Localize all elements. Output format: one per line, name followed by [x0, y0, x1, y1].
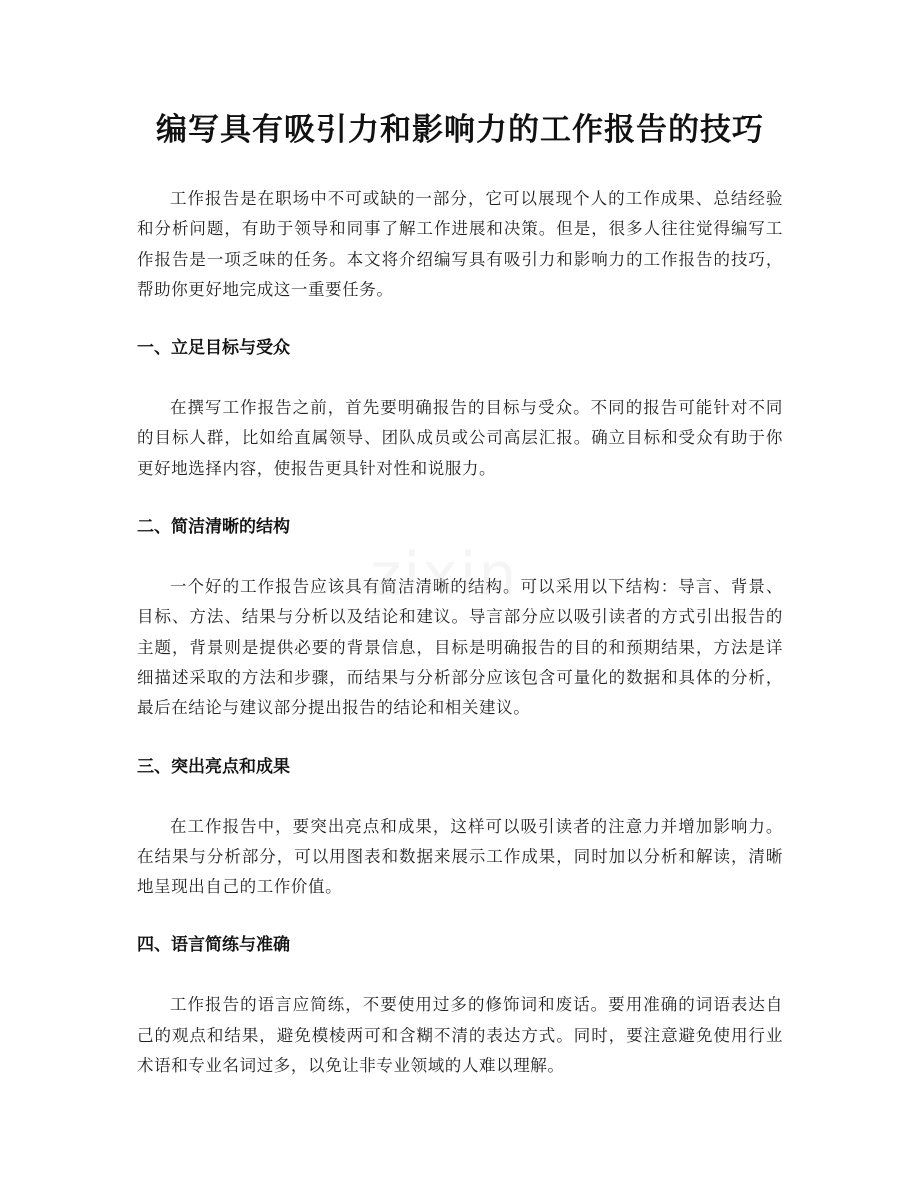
- section-body-3: 在工作报告中，要突出亮点和成果，这样可以吸引读者的注意力并增加影响力。在结果与分析部分，可以用图表和数据来展示工作成果，同时加以分析和解读，清晰地呈现出自己的工作价值。: [137, 816, 783, 897]
- section-heading-4: 四、语言简练与准确: [137, 935, 290, 956]
- watermark: zixin: [370, 540, 519, 610]
- section-heading-1: 一、立足目标与受众: [137, 338, 290, 359]
- document-title: 编写具有吸引力和影响力的工作报告的技巧: [156, 112, 764, 148]
- section-body-4: 工作报告的语言应简练，不要使用过多的修饰词和废话。要用准确的词语表达自己的观点和结果，避免模棱两可和含糊不清的表达方式。同时，要注意避免使用行业术语和专业名词过多，以免让非专业领域的人难以理解。: [137, 995, 783, 1076]
- section-body-1: 在撰写工作报告之前，首先要明确报告的目标与受众。不同的报告可能针对不同的目标人群，比如给直属领导、团队成员或公司高层汇报。确立目标和受众有助于你更好地选择内容，使报告更具针对性和说服力。: [137, 398, 783, 478]
- section-heading-2: 二、简洁清晰的结构: [137, 517, 290, 538]
- section-heading-3: 三、突出亮点和成果: [137, 756, 290, 777]
- section-body-2: 一个好的工作报告应该具有简洁清晰的结构。可以采用以下结构：导言、背景、目标、方法、结果与分析以及结论和建议。导言部分应以吸引读者的方式引出报告的主题，背景则是提供必要的背景信息，目标是明确报告的目的和预期结果，方法是详细描述采取的方法和步骤，而结果与分析部分应该包含可量化的数据和具体的分析，最后在结论与建议部分提出报告的结论和相关建议。: [137, 577, 783, 718]
- intro-paragraph: 工作报告是在职场中不可或缺的一部分，它可以展现个人的工作成果、总结经验和分析问题，有助于领导和同事了解工作进展和决策。但是，很多人往往觉得编写工作报告是一项乏味的任务。本文将介绍编写具有吸引力和影响力的工作报告的技巧，帮助你更好地完成这一重要任务。: [137, 189, 783, 299]
